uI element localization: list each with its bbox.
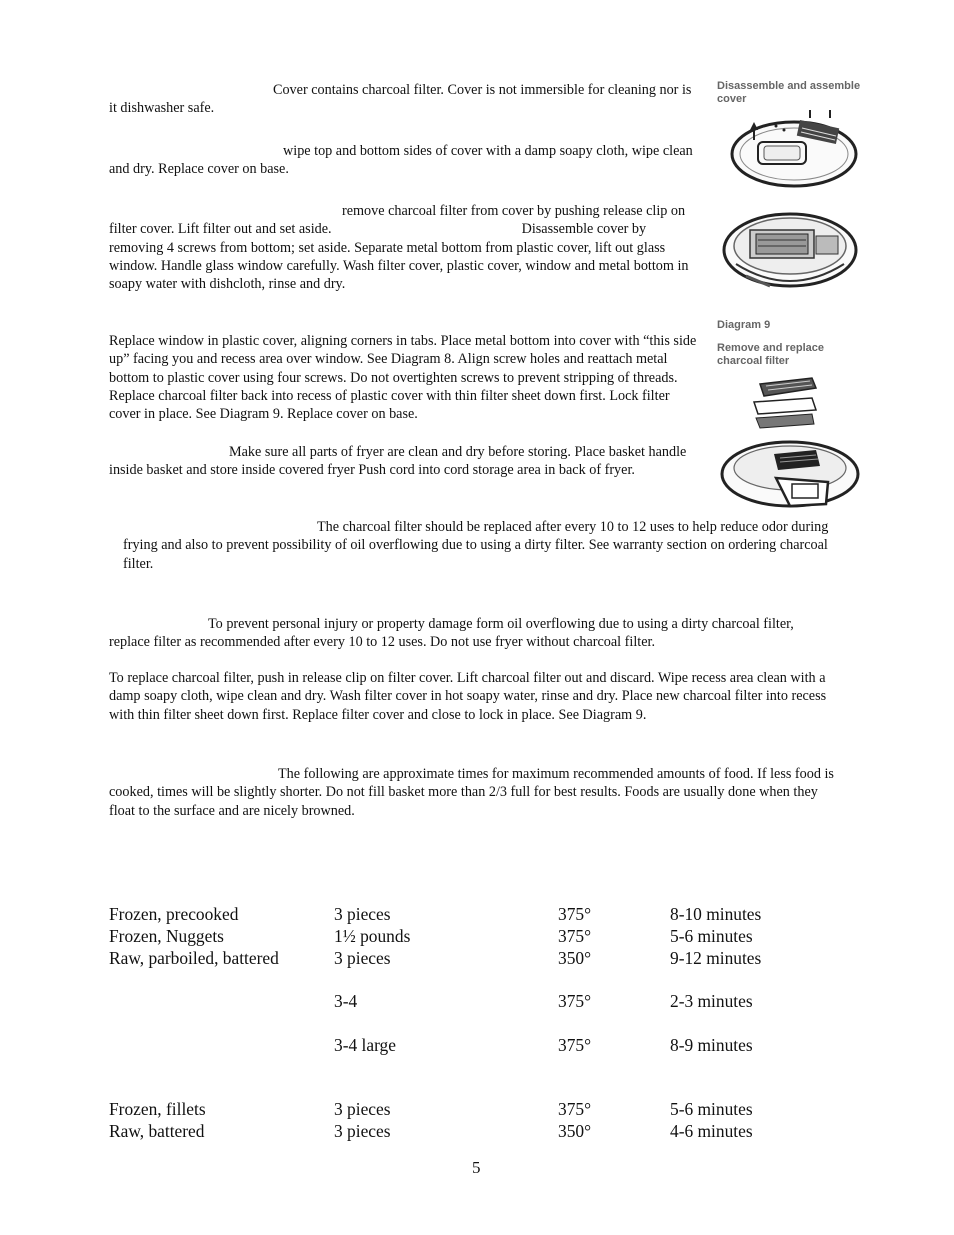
paragraph-cover-cleaning: wipe top and bottom sides of cover with a damp soapy cloth, wipe clean and dry. Replace cover on base. [109,143,693,178]
paragraph-reassemble: Replace window in plastic cover, aligning corners in tabs. Place metal bottom into cover with “this side up” facing you and recess area over window. See Diagram 8. Align screw holes and reattach metal bottom to plastic cover using four screws. Do not overtighten screws to prevent stripping of threads. Replace charcoal filter back into recess of plastic cover with thin filter sheet down first. Lock filter cover in place. See Diagram 9. Replace cover on base. [109,333,697,423]
paragraph-filter-replacement-note: The charcoal filter should be replaced after every 10 to 12 uses to help reduce odor during frying and also to prevent possibility of oil overflowing due to using a dirty filter. See warranty section on ordering charcoal filter. [123,519,829,572]
figure-caption-replace-filter: Remove and replace charcoal filter [717,342,824,367]
cover-underside-illustration [716,206,862,300]
paragraph-storing: Make sure all parts of fryer are clean and dry before storing. Place basket handle inside basket and store inside covered fryer Push cord into cord storage area in back of fryer. [109,444,687,479]
paragraph-caution: To prevent personal injury or property damage form oil overflowing due to using a dirty charcoal filter, replace filter as recommended after every 10 to 12 uses. Do not use fryer without charcoal filter. [109,616,794,651]
figure-caption-disassemble: Disassemble and assemble cover [717,80,861,105]
charcoal-filter-illustration [716,374,862,514]
page-number: 5 [472,1158,481,1177]
paragraph-disassemble: remove charcoal filter from cover by pushing release clip on filter cover. Lift filter out and set aside. Disassemble cover by removing 4 screws from bottom; set aside. Separate metal bottom from plastic cover, lift out glass window. Handle glass window carefully. Wash filter cover, plastic cover, window and metal bottom in soapy water with dishcloth, rinse and dry. [109,203,689,293]
paragraph-cover-info: Cover contains charcoal filter. Cover is not immersible for cleaning nor is it dishwasher safe. [109,82,692,117]
cover-diagram-illustration [718,110,860,190]
figure-title-diagram-9: Diagram 9 [717,319,771,331]
paragraph-replace-filter: To replace charcoal filter, push in release clip on filter cover. Lift charcoal filter out and discard. Wipe recess area clean with a damp soapy cloth, wipe clean and dry. Wash filter cover in hot soapy water, rinse and dry. Place new charcoal filter into recess with thin filter sheet down first. Replace filter cover and close to lock in place. See Diagram 9. [109,670,827,723]
paragraph-frying-guide: The following are approximate times for maximum recommended amounts of food. If less food is cooked, times will be slightly shorter. Do not fill basket more than 2/3 full for best results. Foods are usually done when they float to the surface and are nicely browned. [109,766,834,819]
